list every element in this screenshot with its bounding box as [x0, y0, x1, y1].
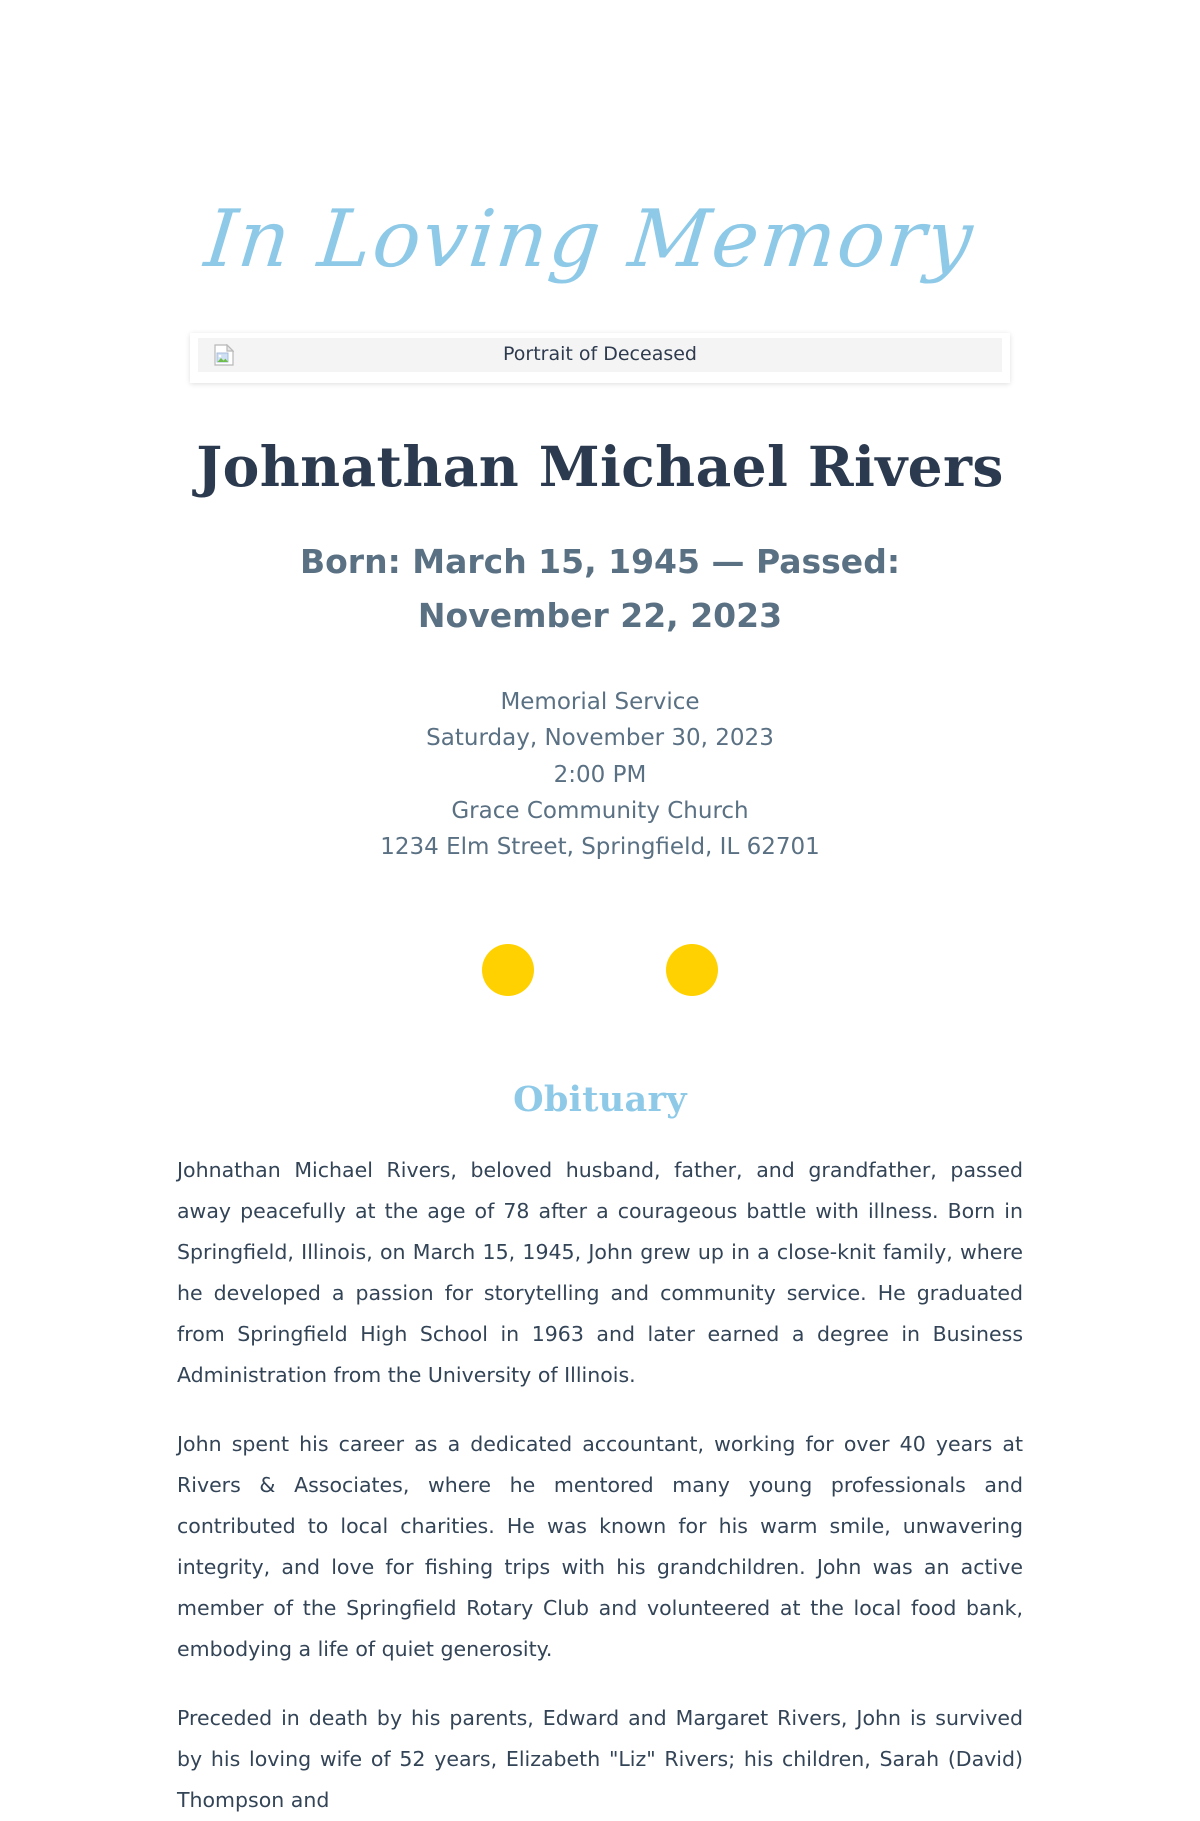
service-name: Memorial Service	[500, 689, 700, 716]
portrait-alt-text: Portrait of Deceased	[503, 343, 697, 366]
service-venue: Grace Community Church	[451, 798, 749, 825]
obituary-paragraph: John spent his career as a dedicated accountant, working for over 40 years at Rivers & Associates, where he mentored many young professionals and contributed to local charities. He was known for his warm smile, unwavering integrity, and love for fishing trips with his grandchildren. John was an active member of the Springfield Rotary Club and volunteered at the local food bank, embodying a life of quiet generosity.	[177, 1431, 1023, 1661]
portrait-frame	[190, 333, 1010, 383]
broken-image-icon	[214, 344, 234, 366]
obituary-paragraph: Johnathan Michael Rivers, beloved husband, father, and grandfather, passed away peacefully at the age of 78 after a courageous battle with illness. Born in Springfield, Illinois, on March 15, 1945, John grew up in a close-knit family, where he developed a passion for storytelling and community service. He graduated from Springfield High School in 1963 and later earned a degree in Business Administration from the University of Illinois.	[177, 1157, 1023, 1387]
obituary-heading: Obituary	[513, 1078, 687, 1120]
deceased-name: Johnathan Michael Rivers	[196, 433, 1004, 499]
life-dates: Born: March 15, 1945 — Passed: November 22, 2023	[299, 542, 901, 635]
page-title: In Loving Memory	[200, 193, 979, 285]
ornament-divider	[177, 866, 1023, 996]
flower-dot-icon	[666, 944, 718, 996]
portrait-image	[198, 338, 1002, 372]
service-address: 1234 Elm Street, Springfield, IL 62701	[380, 834, 820, 861]
service-details	[177, 642, 1023, 866]
service-time: 2:00 PM	[553, 761, 647, 788]
obituary-body	[177, 1120, 1023, 1821]
program-content	[177, 0, 1023, 1821]
service-date: Saturday, November 30, 2023	[426, 725, 774, 752]
obituary-paragraph: Preceded in death by his parents, Edward and Margaret Rivers, John is survived by his loving wife of 52 years, Elizabeth "Liz" Rivers; his children, Sarah (David) Thompson and	[177, 1705, 1023, 1812]
flower-dot-icon	[482, 944, 534, 996]
